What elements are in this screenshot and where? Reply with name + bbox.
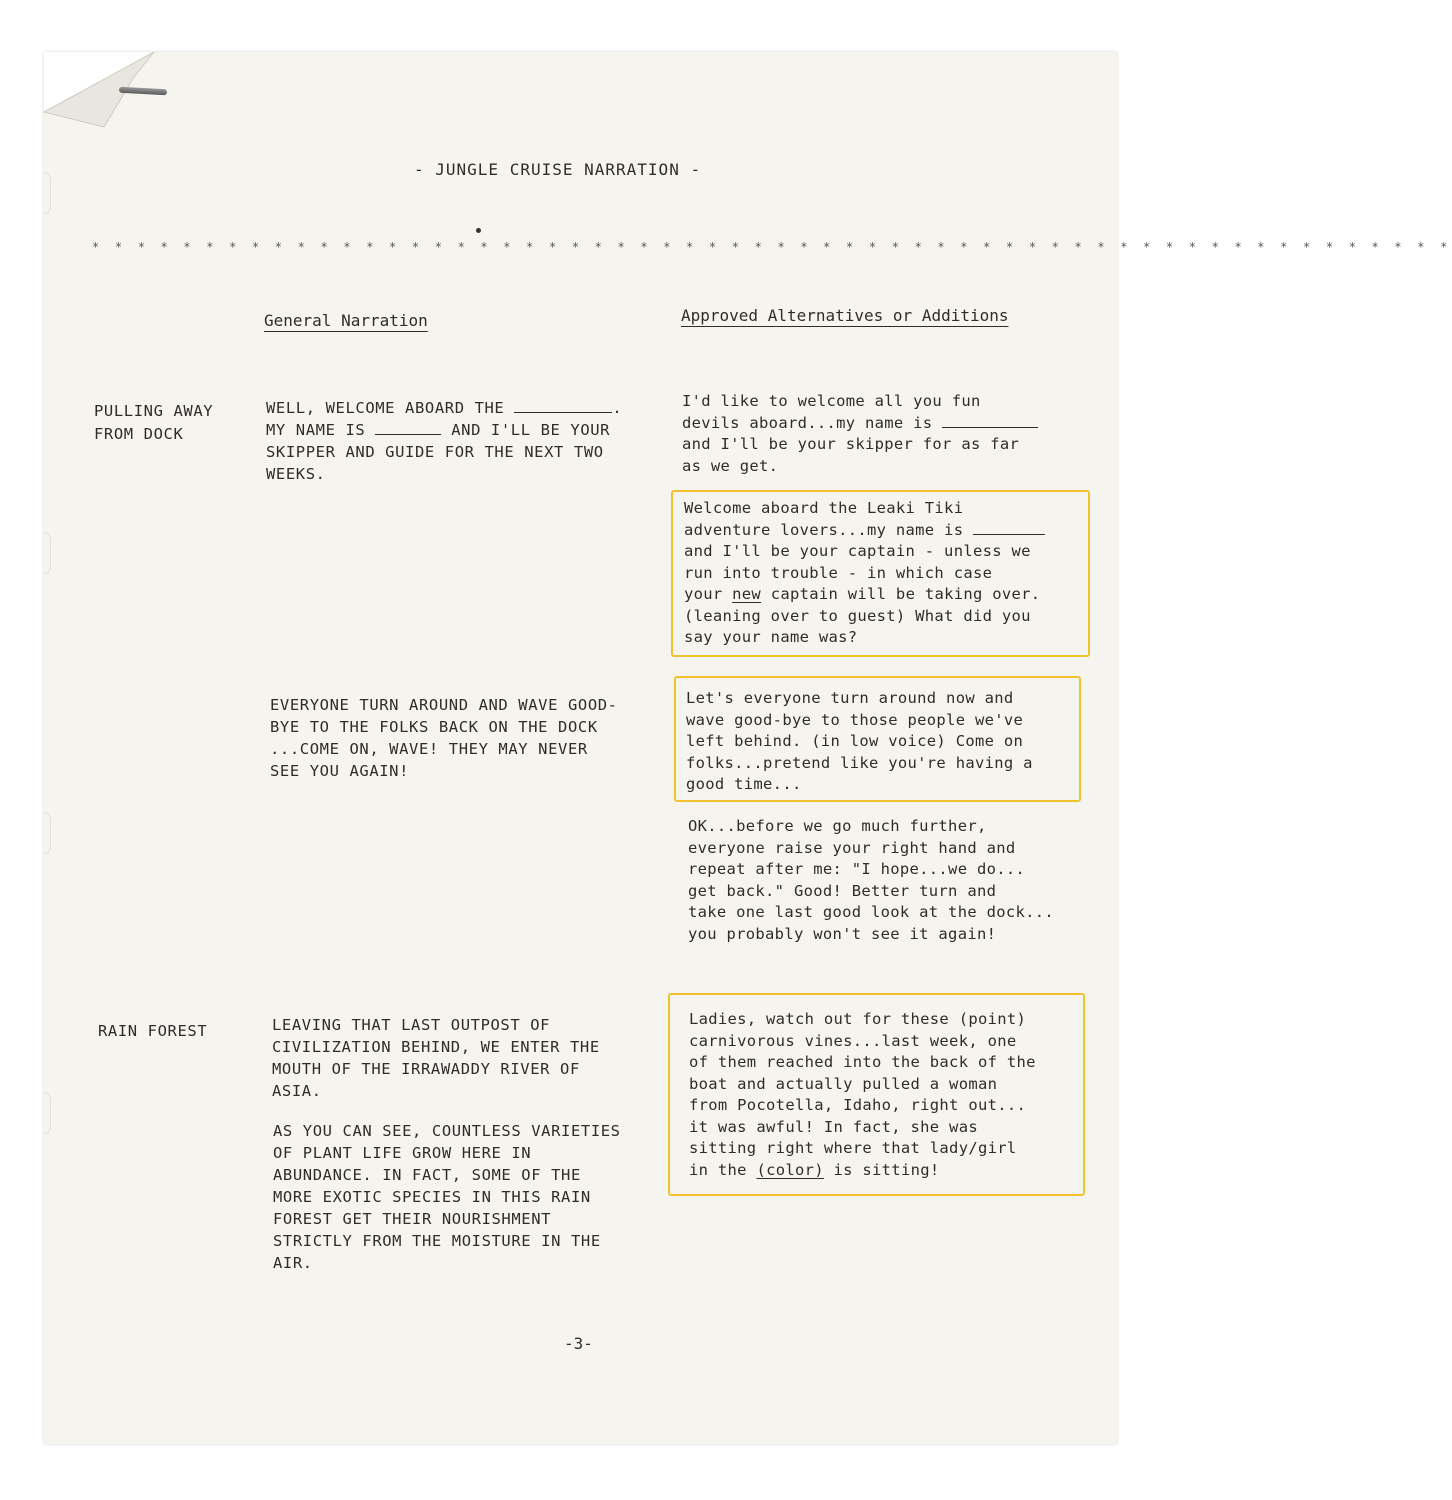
document-page [44, 52, 1452, 1444]
ink-dot [476, 228, 481, 233]
alternative-pulling: I'd like to welcome all you fun devils aboard...my name is and I'll be your skipper for as far as we get. [682, 391, 1038, 477]
section-label-rain-forest: RAIN FOREST [98, 1022, 208, 1040]
column-heading-general: General Narration [264, 311, 428, 330]
star-divider: * * * * * * * * * * * * * * * * * * * * * * * * * * * * * * * * * * * * * * * * * * * * * * * * * * * * * * * * * * * * [92, 240, 1452, 254]
narration-line: WELL, WELCOME ABOARD THE . [266, 399, 623, 417]
general-narration-rain-2: AS YOU CAN SEE, COUNTLESS VARIETIES OF PLANT LIFE GROW HERE IN ABUNDANCE. IN FACT, SOME OF THE MORE EXOTIC SPECIES IN THIS RAIN FOREST GET THEIR NOURISHMENT STRICTLY FROM THE MOISTURE IN THE AIR. [273, 1122, 621, 1272]
punch-hole-mark [44, 812, 51, 854]
general-narration-wave: EVERYONE TURN AROUND AND WAVE GOOD- BYE TO THE FOLKS BACK ON THE DOCK ...COME ON, WAVE! THEY MAY NEVER SEE YOU AGAIN! [270, 696, 618, 780]
punch-hole-mark [44, 172, 51, 214]
page-number: -3- [564, 1334, 593, 1353]
alternative-raise-hand: OK...before we go much further, everyone raise your right hand and repeat after me: "I hope...we do... get back." Good! Better turn and take one last good look at the dock... you probably won't see it again! [688, 817, 1055, 943]
punch-hole-mark [44, 532, 51, 574]
boxed-alternative-captain: Welcome aboard the Leaki Tiki adventure lovers...my name is and I'll be your captain - unless we run into trouble - in which case your new captain will be taking over. (leaning over to guest) What did you say your name was? [684, 498, 1045, 649]
narration-line: WEEKS. [266, 465, 326, 483]
boxed-alternative-vines: Ladies, watch out for these (point) carnivorous vines...last week, one of them reached into the back of the boat and actually pulled a woman from Pocotella, Idaho, right out... it was awful! In fact, she was sitting right where that lady/girl in the (color) is sitting! [689, 1010, 1036, 1179]
punch-hole-mark [44, 1092, 51, 1134]
general-narration-rain-1: LEAVING THAT LAST OUTPOST OF CIVILIZATION BEHIND, WE ENTER THE MOUTH OF THE IRRAWADDY RIVER OF ASIA. [272, 1016, 600, 1100]
general-narration-pulling [266, 397, 622, 485]
document-title: - JUNGLE CRUISE NARRATION - [414, 160, 702, 179]
column-heading-alternatives: Approved Alternatives or Additions [681, 306, 1009, 325]
narration-line: SKIPPER AND GUIDE FOR THE NEXT TWO [266, 443, 604, 461]
section-label-pulling-away: PULLING AWAY FROM DOCK [94, 402, 214, 443]
boxed-alternative-wave: Let's everyone turn around now and wave good-bye to those people we've left behind. (in low voice) Come on folks...pretend like you're having a good time... [686, 689, 1033, 793]
narration-line: MY NAME IS AND I'LL BE YOUR [266, 421, 611, 439]
